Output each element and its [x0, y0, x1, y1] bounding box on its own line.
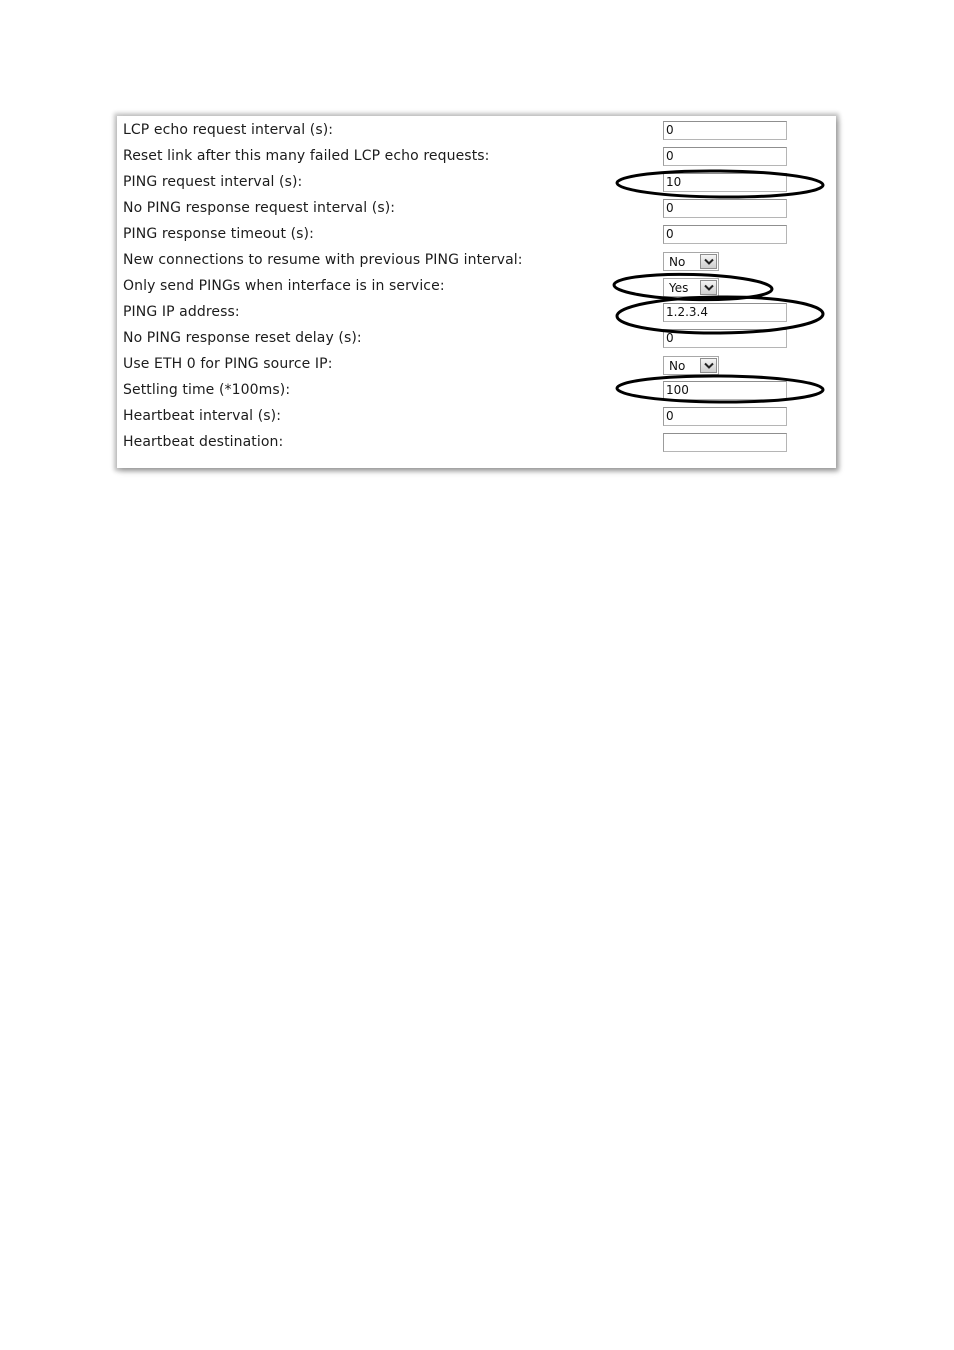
only-send-pings-in-service-value: Yes: [669, 281, 689, 295]
row-reset-link-failed-lcp: [117, 144, 836, 170]
use-eth0-ping-source-value: No: [669, 359, 686, 373]
no-ping-response-interval-label: No PING response request interval (s):: [123, 200, 396, 216]
lcp-echo-interval-input[interactable]: 0: [663, 121, 787, 140]
row-ping-response-timeout: [117, 222, 836, 248]
ping-ip-address-input[interactable]: 1.2.3.4: [663, 303, 787, 322]
only-send-pings-in-service-label: Only send PINGs when interface is in service:: [123, 278, 445, 294]
use-eth0-ping-source-select[interactable]: [663, 356, 719, 375]
no-ping-reset-delay-input[interactable]: 0: [663, 329, 787, 348]
no-ping-response-interval-input[interactable]: 0: [663, 199, 787, 218]
row-use-eth0-ping-source: [117, 352, 836, 378]
settling-time-label: Settling time (*100ms):: [123, 382, 291, 398]
row-ping-ip-address: [117, 300, 836, 326]
heartbeat-interval-input[interactable]: 0: [663, 407, 787, 426]
reset-link-failed-lcp-label: Reset link after this many failed LCP echo requests:: [123, 148, 490, 164]
row-lcp-echo-interval: [117, 118, 836, 144]
row-only-send-pings-in-service: [117, 274, 836, 300]
row-no-ping-response-interval: [117, 196, 836, 222]
chevron-down-icon[interactable]: [700, 254, 717, 269]
no-ping-reset-delay-label: No PING response reset delay (s):: [123, 330, 362, 346]
heartbeat-interval-label: Heartbeat interval (s):: [123, 408, 282, 424]
heartbeat-destination-input[interactable]: [663, 433, 787, 452]
ping-ip-address-label: PING IP address:: [123, 304, 240, 320]
resume-previous-ping-select[interactable]: [663, 252, 719, 271]
settling-time-input[interactable]: 100: [663, 381, 787, 400]
row-resume-previous-ping: [117, 248, 836, 274]
lcp-echo-interval-label: LCP echo request interval (s):: [123, 122, 334, 138]
only-send-pings-in-service-select[interactable]: [663, 278, 719, 297]
row-no-ping-reset-delay: [117, 326, 836, 352]
chevron-down-icon[interactable]: [700, 358, 717, 373]
reset-link-failed-lcp-input[interactable]: 0: [663, 147, 787, 166]
ping-response-timeout-label: PING response timeout (s):: [123, 226, 314, 242]
row-heartbeat-interval: [117, 404, 836, 430]
ping-settings-panel: [117, 116, 836, 468]
chevron-down-icon[interactable]: [700, 280, 717, 295]
use-eth0-ping-source-label: Use ETH 0 for PING source IP:: [123, 356, 333, 372]
ping-response-timeout-input[interactable]: 0: [663, 225, 787, 244]
ping-request-interval-input[interactable]: 10: [663, 173, 787, 192]
row-ping-request-interval: [117, 170, 836, 196]
row-heartbeat-destination: [117, 430, 836, 456]
resume-previous-ping-value: No: [669, 255, 686, 269]
heartbeat-destination-label: Heartbeat destination:: [123, 434, 284, 450]
ping-request-interval-label: PING request interval (s):: [123, 174, 303, 190]
row-settling-time: [117, 378, 836, 404]
resume-previous-ping-label: New connections to resume with previous PING interval:: [123, 252, 523, 268]
